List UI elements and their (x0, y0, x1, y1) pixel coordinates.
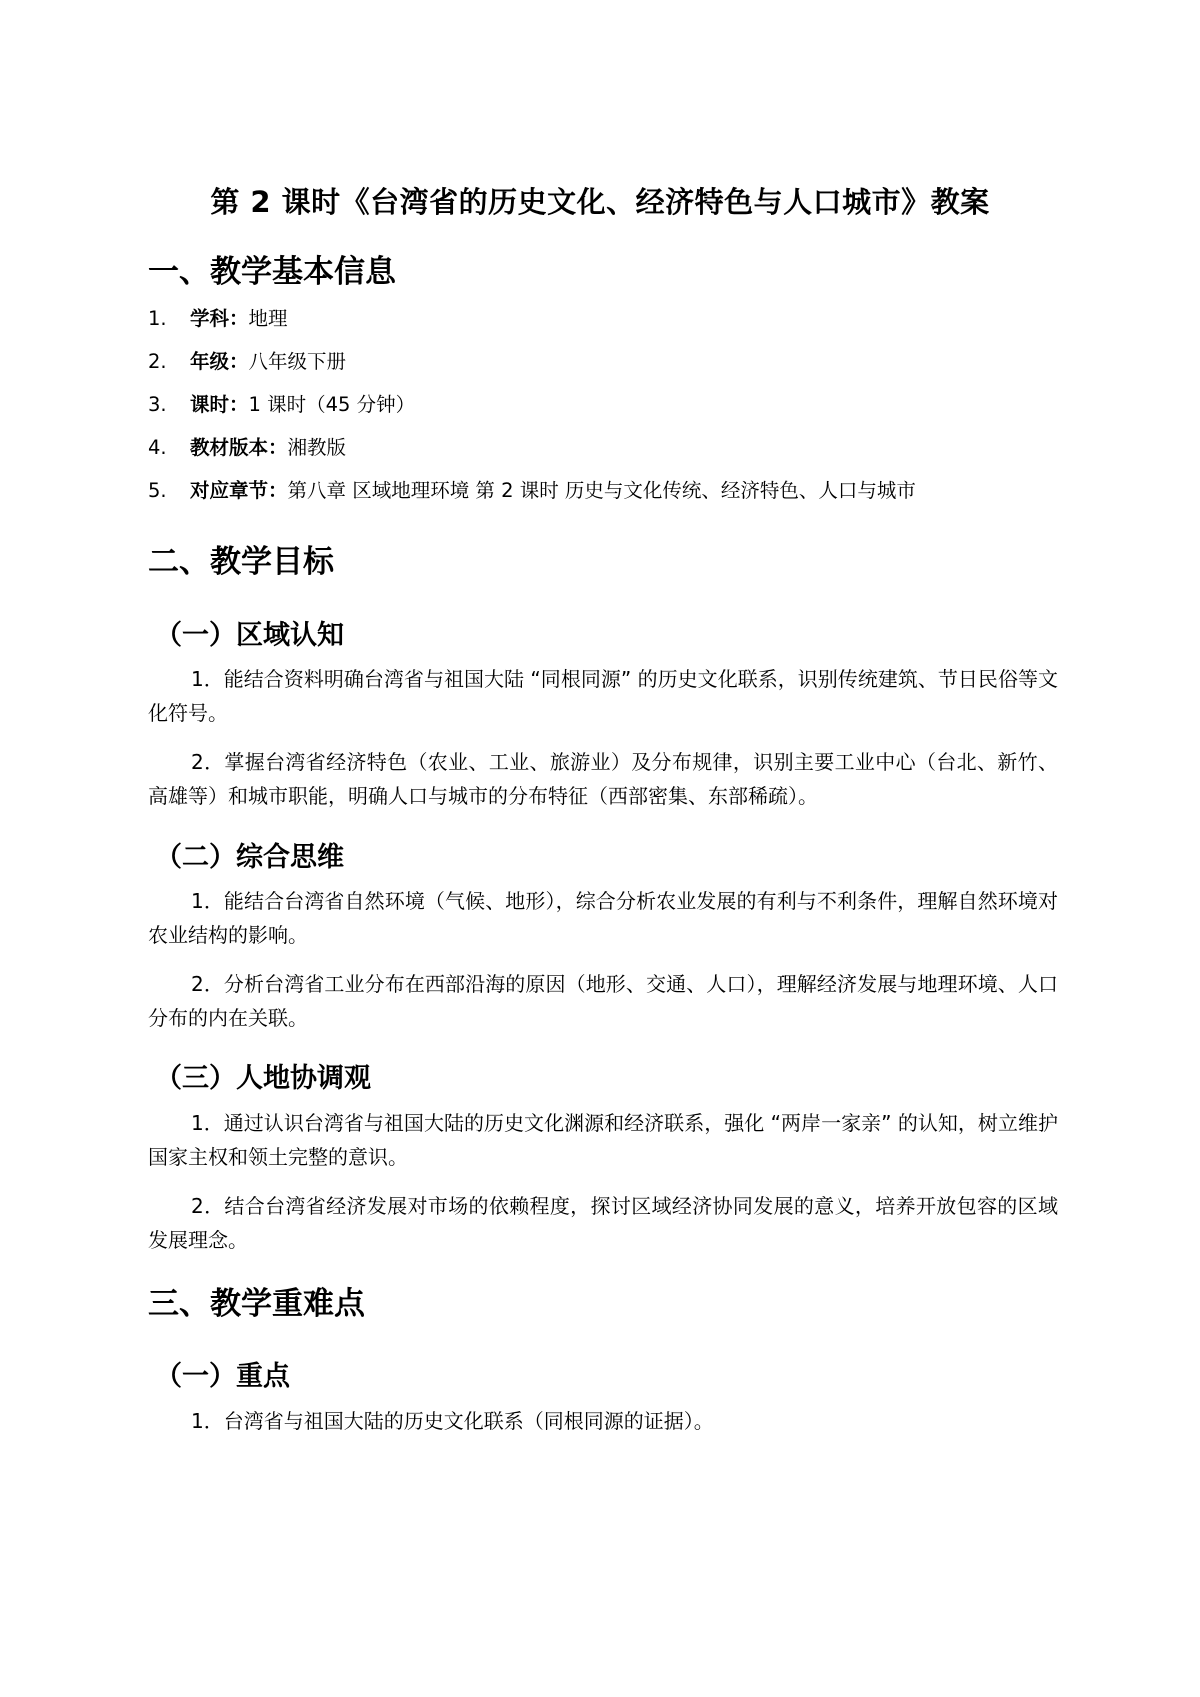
section-heading-objectives: 二、教学目标 (148, 544, 334, 580)
document-title: 第 2 课时《台湾省的历史文化、经济特色与人口城市》教案 (210, 185, 990, 219)
section-heading-basic-info: 一、教学基本信息 (148, 254, 396, 290)
info-item-label: 教材版本： (190, 436, 288, 459)
paragraph: 2．掌握台湾省经济特色（农业、工业、旅游业）及分布规律，识别主要工业中心（台北、新竹、高雄等）和城市职能，明确人口与城市的分布特征（西部密集、东部稀疏）。 (148, 750, 1058, 808)
info-item-value: 八年级下册 (248, 350, 347, 373)
info-item-value: 湘教版 (287, 436, 347, 459)
info-item-period (148, 393, 415, 417)
info-item-number: 5. (148, 479, 167, 502)
info-item-label: 课时： (190, 393, 249, 416)
info-item-number: 2. (148, 350, 167, 373)
paragraph: 2．分析台湾省工业分布在西部沿海的原因（地形、交通、人口），理解经济发展与地理环境、人口分布的内在关联。 (148, 972, 1058, 1030)
info-item-value: 第八章 区域地理环境 第 2 课时 历史与文化传统、经济特色、人口与城市 (287, 479, 916, 502)
info-item-label: 年级： (190, 350, 249, 373)
info-item-grade (148, 350, 346, 374)
paragraph: 1．通过认识台湾省与祖国大陆的历史文化渊源和经济联系，强化 “两岸一家亲” 的认知，树立维护国家主权和领土完整的意识。 (148, 1111, 1058, 1169)
info-item-value: 地理 (248, 307, 288, 330)
info-item-number: 3. (148, 393, 167, 416)
info-item-chapter (148, 479, 916, 503)
info-item-textbook (148, 436, 346, 460)
subsection-heading-human-land: （三）人地协调观 (155, 1063, 371, 1094)
info-item-label: 学科： (190, 307, 249, 330)
paragraph: 1．能结合资料明确台湾省与祖国大陆 “同根同源” 的历史文化联系，识别传统建筑、节日民俗等文化符号。 (148, 667, 1058, 725)
info-item-value: 1 课时（45 分钟） (248, 393, 416, 416)
info-item-label: 对应章节： (190, 479, 288, 502)
subsection-heading-regional-cognition: （一）区域认知 (155, 620, 344, 651)
paragraph: 1．台湾省与祖国大陆的历史文化联系（同根同源的证据）。 (191, 1409, 714, 1433)
section-heading-key-difficult-points: 三、教学重难点 (148, 1286, 365, 1322)
paragraph: 2．结合台湾省经济发展对市场的依赖程度，探讨区域经济协同发展的意义，培养开放包容的区域发展理念。 (148, 1194, 1058, 1252)
subsection-heading-integrated-thinking: （二）综合思维 (155, 842, 344, 873)
paragraph: 1．能结合台湾省自然环境（气候、地形），综合分析农业发展的有利与不利条件，理解自然环境对农业结构的影响。 (148, 889, 1058, 947)
info-item-number: 1. (148, 307, 167, 330)
info-item-number: 4. (148, 436, 167, 459)
info-item-subject (148, 307, 288, 331)
subsection-heading-key-points: （一）重点 (155, 1361, 290, 1392)
